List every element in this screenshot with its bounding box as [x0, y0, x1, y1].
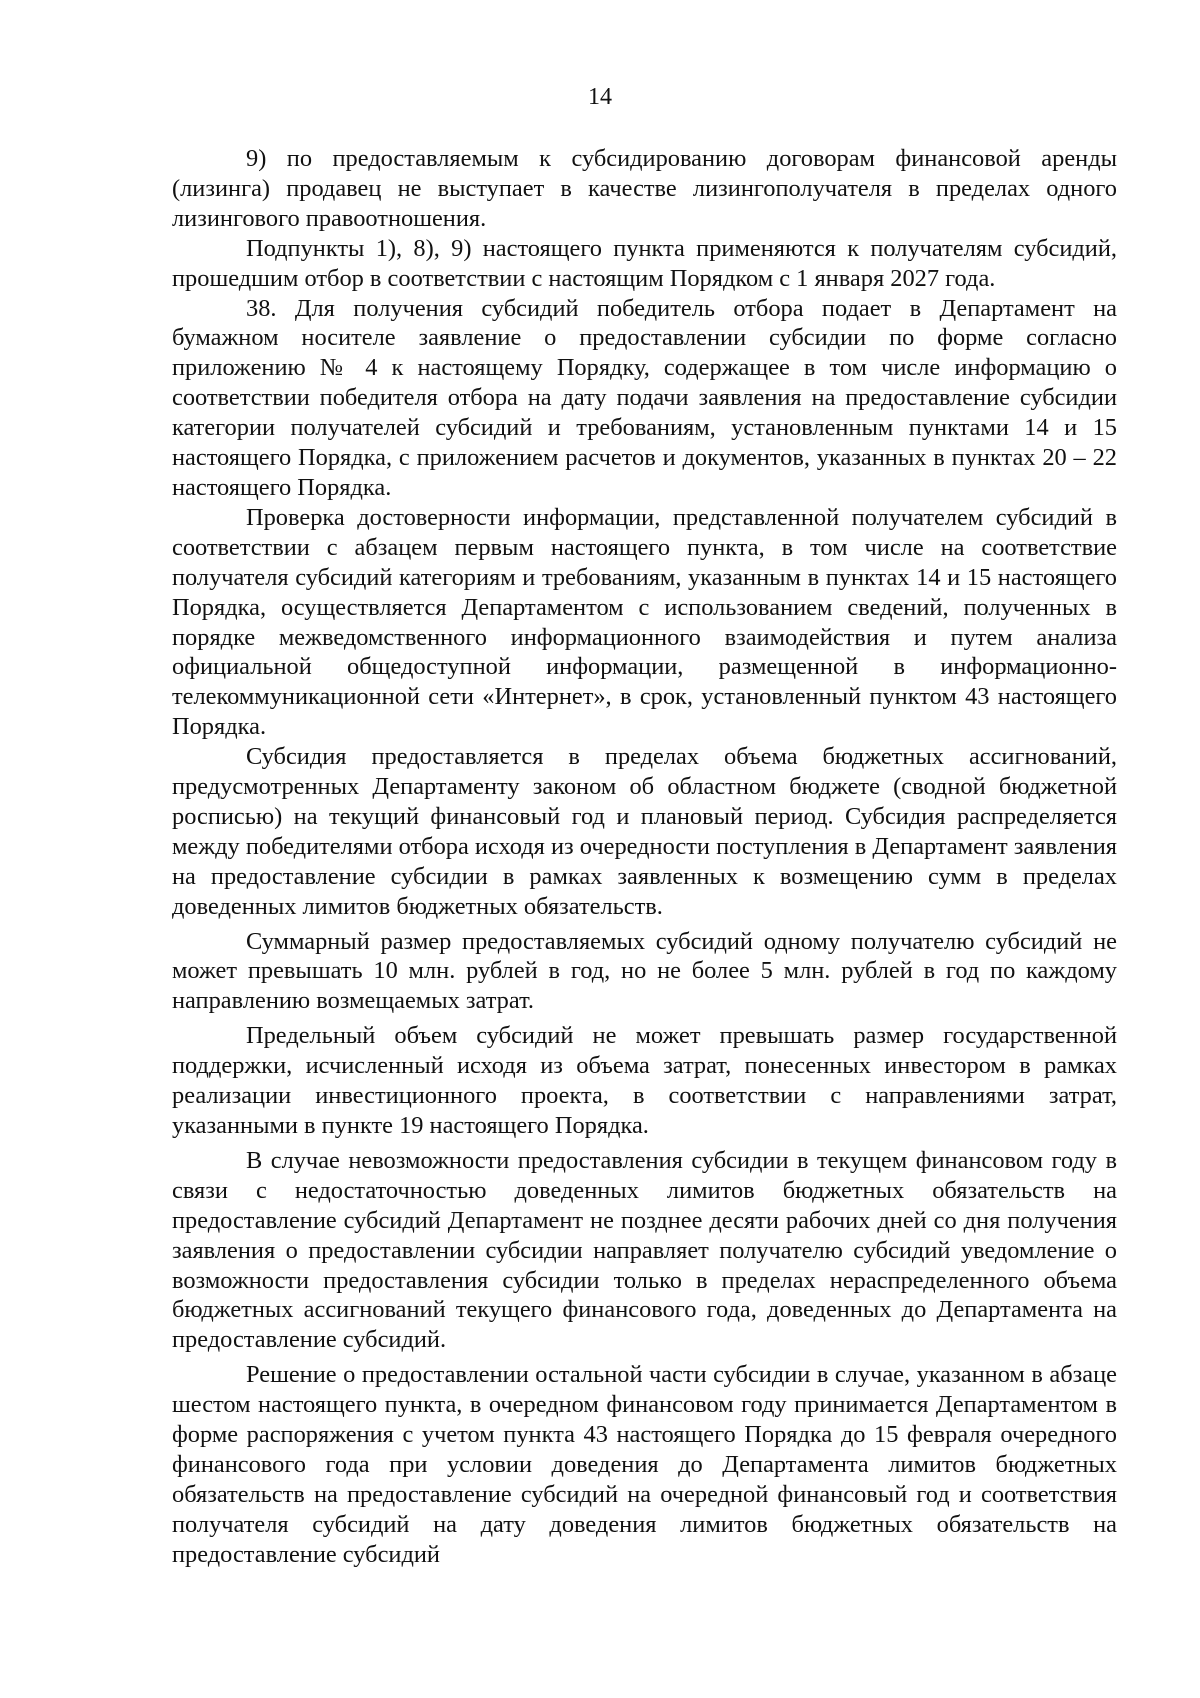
paragraph-remaining-part-decision: Решение о предоставлении остальной части субсидии в случае, указанном в абзаце шестом настоящего пункта, в очередном финансовом году принимается Департаментом в форме распоряжения с учетом пункта 43 настоящего Порядка до 15 февраля очередного финансового года при условии доведения до Департамента лимитов бюджетных обязательств на предоставление субсидий на очередной финансовый год и соответствия получателя субсидий на дату доведения лимитов бюджетных обязательств на предоставление субсидий	[172, 1361, 1117, 1568]
document-body	[172, 144, 1117, 1570]
paragraph-lease-condition: 9) по предоставляемым к субсидированию договорам финансовой аренды (лизинга) продавец не выступает в качестве лизингополучателя в пределах одного лизингового правоотношения.	[172, 145, 1117, 232]
paragraph-total-amount: Суммарный размер предоставляемых субсидий одному получателю субсидий не может превышать 10 млн. рублей в год, но не более 5 млн. рублей в год по каждому направлению возмещаемых затрат.	[172, 927, 1117, 1015]
paragraph-verification: Проверка достоверности информации, представленной получателем субсидий в соответствии с абзацем первым настоящего пункта, в том числе на соответствие получателя субсидий категориям и требованиям, указанным в пунктах 14 и 15 настоящего Порядка, осуществляется Департаментом с использованием сведений, полученных в порядке межведомственного информационного взаимодействия и путем анализа официальной общедоступной информации, размещенной в информационно-телекоммуникационной сети «Интернет», в срок, установленный пунктом 43 настоящего Порядка.	[172, 503, 1117, 741]
paragraph-subpoints-applicability: Подпункты 1), 8), 9) настоящего пункта применяются к получателям субсидий, прошедшим отбор в соответствии с настоящим Порядком с 1 января 2027 года.	[172, 234, 1117, 292]
page-number: 14	[588, 84, 612, 110]
paragraph-insufficient-limits: В случае невозможности предоставления субсидии в текущем финансовом году в связи с недостаточностью доведенных лимитов бюджетных обязательств на предоставление субсидий Департамент не позднее десяти рабочих дней со дня получения заявления о предоставлении субсидии направляет получателю субсидий уведомление о возможности предоставления субсидии только в пределах нераспределенного объема бюджетных ассигнований текущего финансового года, доведенных до Департамента на предоставление субсидий.	[172, 1146, 1117, 1354]
paragraph-maximum-volume: Предельный объем субсидий не может превышать размер государственной поддержки, исчисленный исходя из объема затрат, понесенных инвестором в рамках реализации инвестиционного проекта, в соответствии с направлениями затрат, указанными в пункте 19 настоящего Порядка.	[172, 1022, 1117, 1139]
paragraph-budget-limits: Субсидия предоставляется в пределах объема бюджетных ассигнований, предусмотренных Департаменту законом об областном бюджете (сводной бюджетной росписью) на текущий финансовый год и плановый период. Субсидия распределяется между победителями отбора исходя из очередности поступления в Департамент заявления на предоставление субсидии в рамках заявленных к возмещению сумм в пределах доведенных лимитов бюджетных обязательств.	[172, 743, 1117, 920]
paragraph-item-38: 38. Для получения субсидий победитель отбора подает в Департамент на бумажном носителе заявление о предоставлении субсидии по форме согласно приложению № 4 к настоящему Порядку, содержащее в том числе информацию о соответствии победителя отбора на дату подачи заявления на предоставление субсидии категории получателей субсидий и требованиям, установленным пунктами 14 и 15 настоящего Порядка, с приложением расчетов и документов, указанных в пунктах 20 – 22 настоящего Порядка.	[172, 294, 1117, 501]
